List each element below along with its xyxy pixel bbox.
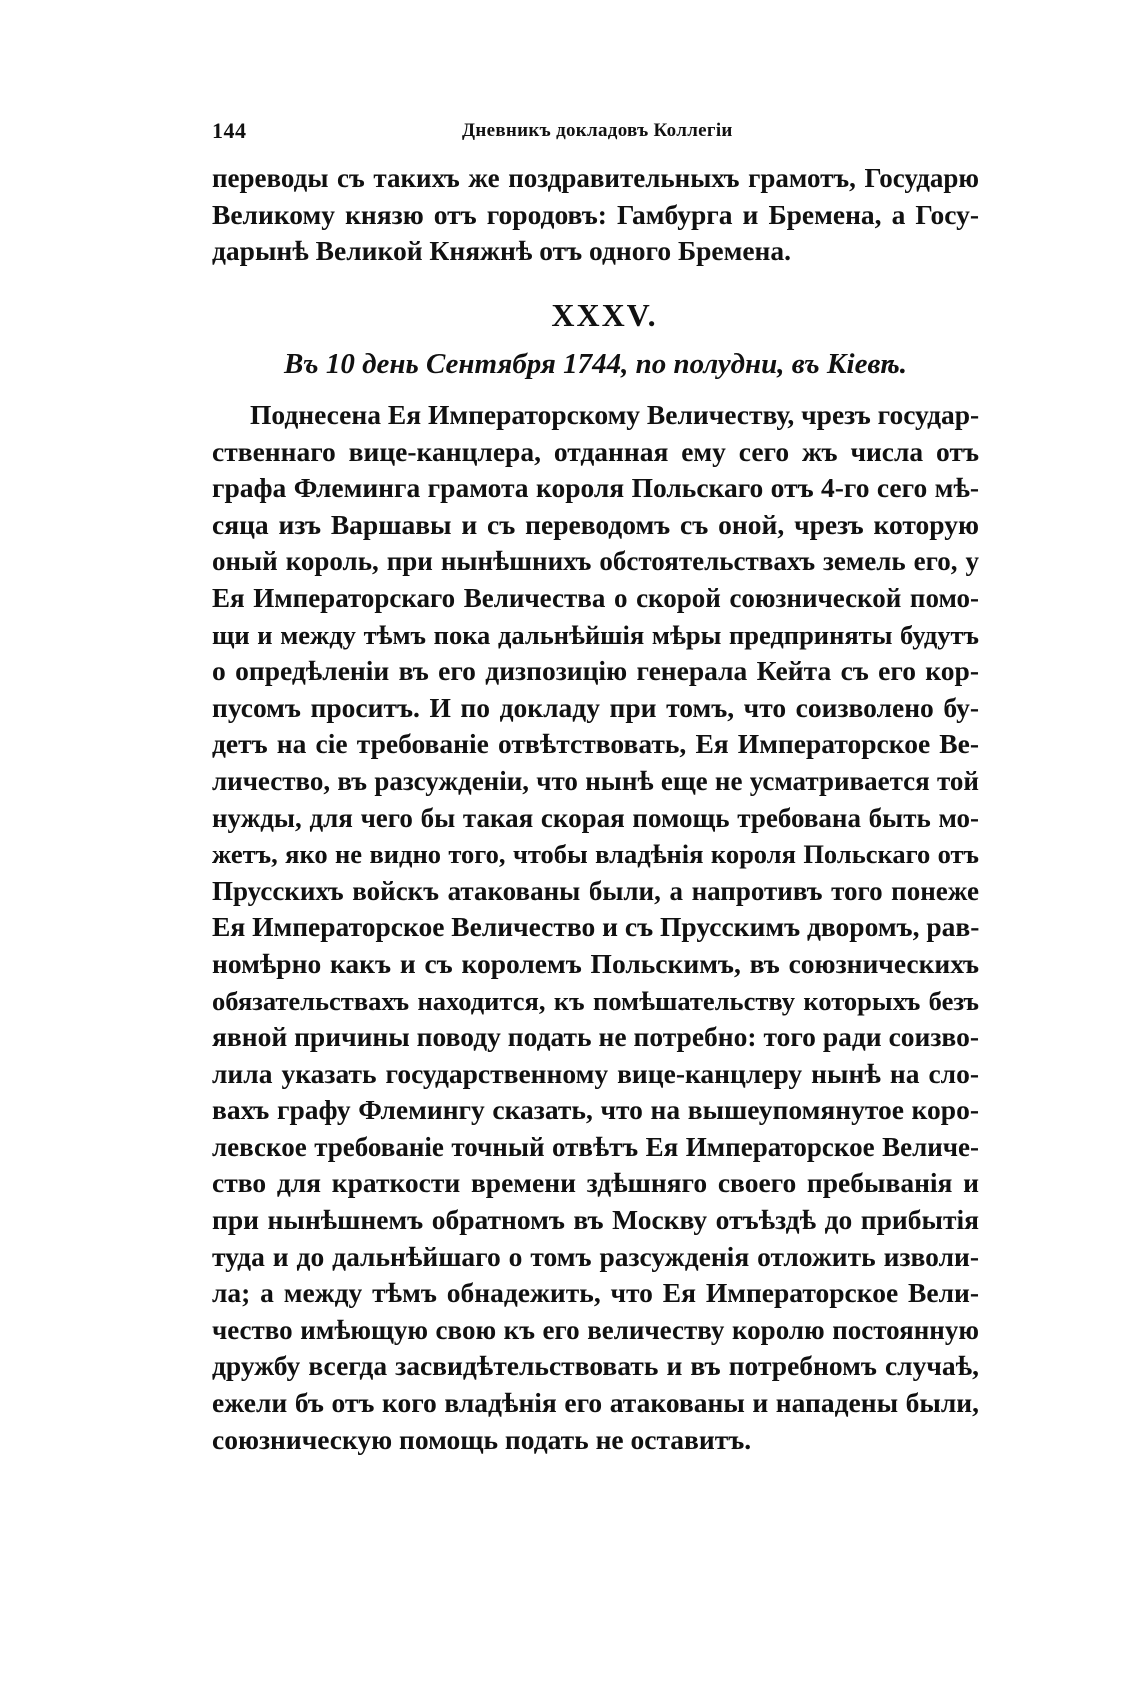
text-line: о опредѣленіи въ его дизпозицію генерала Кейта съ его кор- bbox=[212, 655, 979, 687]
text-line: лила указать государственному вице-канцлеру нынѣ на сло- bbox=[212, 1057, 979, 1089]
text-line: номѣрно какъ и съ королемъ Польскимъ, въ союзническихъ bbox=[212, 947, 979, 979]
text-line: нужды, для чего бы такая скорая помощь требована быть мо- bbox=[212, 802, 979, 833]
text-line: оный король, при нынѣшнихъ обстоятельствахъ земель его, у bbox=[212, 546, 979, 577]
text-line: детъ на сіе требованіе отвѣтствовать, Ея Императорское Ве- bbox=[212, 728, 979, 760]
text-line: Поднесена Ея Императорскому Величеству, чрезъ государ- bbox=[250, 399, 980, 430]
text-line: туда и до дальнѣйшаго о томъ разсужденія отложить изволи- bbox=[212, 1240, 979, 1272]
intro-paragraph bbox=[212, 160, 979, 270]
text-line: Великому князю отъ городовъ: Гамбурга и Бремена, а Госу- bbox=[212, 198, 979, 230]
section-number: XXXV. bbox=[551, 297, 658, 333]
text-line: пусомъ проситъ. И по докладу при томъ, что соизволено бу- bbox=[212, 691, 979, 723]
text-line: обязательствахъ находится, къ помѣшательству которыхъ безъ bbox=[212, 985, 979, 1016]
text-line: жетъ, яко не видно того, чтобы владѣнія короля Польскаго отъ bbox=[212, 839, 979, 870]
section-date-line: Въ 10 день Сентября 1744, по полудни, въ Кіевѣ. bbox=[283, 348, 908, 380]
text-line: личество, въ разсужденіи, что нынѣ еще не усматривается той bbox=[212, 765, 979, 796]
text-line: явной причины поводу подать не потребно: того ради соизво- bbox=[212, 1021, 979, 1053]
text-line: при нынѣшнемъ обратномъ въ Москву отъѣздѣ до прибытія bbox=[212, 1204, 979, 1236]
body-paragraph bbox=[212, 397, 979, 1458]
text-line: союзническую помощь подать не оставитъ. bbox=[212, 1423, 752, 1455]
text-line: щи и между тѣмъ пока дальнѣйшія мѣры предприняты будутъ bbox=[212, 619, 979, 650]
text-line: Ея Императорское Величество и съ Прусскимъ дворомъ, рав- bbox=[212, 911, 980, 943]
text-line: ственнаго вице-канцлера, отданная ему сего жъ числа отъ bbox=[212, 435, 979, 467]
text-line: переводы съ такихъ же поздравительныхъ грамотъ, Государю bbox=[212, 163, 979, 193]
running-head bbox=[212, 118, 772, 148]
page-number: 144 bbox=[212, 118, 247, 143]
text-line: Ея Императорскаго Величества о скорой союзнической помо- bbox=[212, 582, 979, 613]
text-line: вахъ графу Флемингу сказать, что на вышеупомянутое коро- bbox=[212, 1094, 979, 1126]
text-line: дарынѣ Великой Княжнѣ отъ одного Бремена. bbox=[212, 235, 792, 267]
text-line: чество имѣющую свою къ его величеству королю постоянную bbox=[212, 1314, 979, 1345]
text-line: Прусскихъ войскъ атакованы были, а напротивъ того понеже bbox=[212, 875, 979, 906]
text-line: ство для краткости времени здѣшняго своего пребыванія и bbox=[212, 1167, 979, 1199]
running-head-title: Дневникъ докладовъ Коллегіи bbox=[462, 120, 733, 141]
text-line: дружбу всегда засвидѣтельствовать и въ потребномъ случаѣ, bbox=[212, 1350, 979, 1382]
text-line: ежели бъ отъ кого владѣнія его атакованы и нападены были, bbox=[212, 1387, 979, 1419]
text-line: графа Флеминга грамота короля Польскаго отъ 4-го сего мѣ- bbox=[212, 472, 979, 504]
text-line: левское требованіе точный отвѣтъ Ея Императорское Величе- bbox=[212, 1131, 979, 1162]
text-line: сяца изъ Варшавы и съ переводомъ съ оной, чрезъ которую bbox=[212, 508, 979, 540]
text-line: ла; а между тѣмъ обнадежить, что Ея Императорское Вели- bbox=[212, 1277, 979, 1309]
